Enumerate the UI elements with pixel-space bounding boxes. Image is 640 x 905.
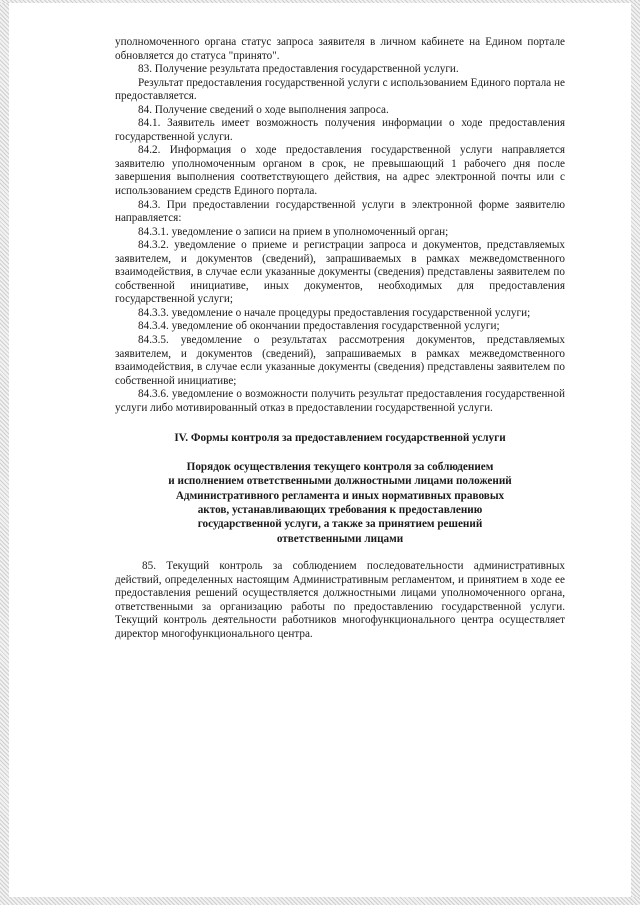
paragraph-85: 85. Текущий контроль за соблюдением последовательности административных действий, определенных настоящим Административным регламентом, и принятием в ходе ее предоставления решений осуществляется должностными лицами уполномоченного органа, ответственными за организацию работы по предоставлению государственной услуги. Текущий контроль деятельности работников многофункционального центра осуществляет директор многофункционального центра.: [115, 560, 565, 641]
scan-edge-right: [631, 0, 640, 905]
subsection-title-line: Административного регламента и иных нормативных правовых: [175, 489, 505, 502]
subsection-title: [115, 460, 565, 546]
scan-edge-top: [0, 0, 640, 3]
subsection-title-line: Порядок осуществления текущего контроля за соблюдением: [186, 460, 494, 473]
scan-edge-left: [0, 0, 9, 905]
paragraph: 84. Получение сведений о ходе выполнения запроса.: [138, 103, 389, 116]
scan-edge-bottom: [0, 897, 640, 905]
document-page: [115, 36, 565, 642]
paragraph: 84.1. Заявитель имеет возможность получения информации о ходе предоставления государственной услуги.: [115, 117, 565, 143]
paragraph: 83. Получение результата предоставления государственной услуги.: [138, 63, 459, 76]
paragraph: 84.3.1. уведомление о записи на прием в уполномоченный орган;: [138, 225, 449, 238]
subsection-title-line: актов, устанавливающих требования к предоставлению: [197, 504, 483, 517]
subsection-title-line: ответственными лицами: [276, 532, 404, 545]
paragraph: уполномоченного органа статус запроса заявителя в личном кабинете на Едином портале обновляется до статуса "принято".: [115, 36, 565, 62]
section-title: IV. Формы контроля за предоставлением государственной услуги: [174, 432, 506, 445]
paragraph: Результат предоставления государственной услуги с использованием Единого портала не предоставляется.: [115, 76, 565, 103]
subsection-title-line: государственной услуги, а также за принятием решений: [197, 518, 483, 531]
paragraph: 84.3.4. уведомление об окончании предоставления государственной услуги;: [138, 320, 500, 333]
paragraph: 84.3.6. уведомление о возможности получить результат предоставления государственной услуги либо мотивированный отказ в предоставлении государственной услуги.: [115, 388, 565, 414]
paragraph: 84.2. Информация о ходе предоставления государственной услуги направляется заявителю уполномоченным органом в срок, не превышающий 1 рабочего дня после завершения выполнения соответствующего действия, на адрес электронной почты или с использованием средств Единого портала.: [115, 144, 565, 198]
paragraph: 84.3.5. уведомление о результатах рассмотрения документов, представляемых заявителем, и документов (сведений), запрашиваемых в рамках межведомственного взаимодействия, в случае если указанные документы (сведения) представлены заявителем по собственной инициативе;: [115, 334, 565, 387]
paragraph: 84.3. При предоставлении государственной услуги в электронной форме заявителю направляется:: [115, 198, 565, 225]
subsection-title-line: и исполнением ответственными должностными лицами положений: [168, 475, 512, 488]
paragraph: 84.3.2. уведомление о приеме и регистрации запроса и документов, представляемых заявителем, и документов (сведений), запрашиваемых в рамках межведомственного взаимодействия, в случае если указанные документы (сведения) представлены заявителем по собственной инициативе, иных документов, необходимых для предоставления государственной услуги;: [115, 239, 565, 306]
paragraph: 84.3.3. уведомление о начале процедуры предоставления государственной услуги;: [138, 306, 531, 319]
